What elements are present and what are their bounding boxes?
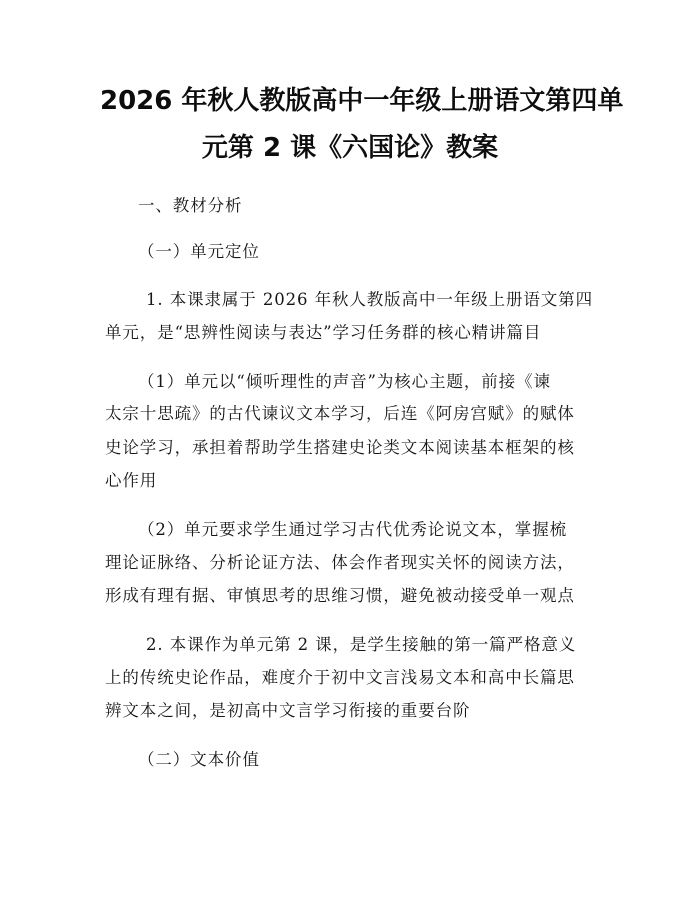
- paragraph-item1-1-line-2: 太宗十思疏》的古代谏议文本学习，后连《阿房宫赋》的赋体: [105, 404, 575, 423]
- paragraph-item1-line-1: 1. 本课隶属于 2026 年秋人教版高中一年级上册语文第四: [146, 290, 593, 309]
- paragraph-item2-line-1: 2. 本课作为单元第 2 课，是学生接触的第一篇严格意义: [146, 635, 577, 654]
- subsection-heading-text-value: （二）文本价值: [138, 750, 260, 769]
- document-title-line-2: 元第 2 课《六国论》教案: [201, 133, 499, 163]
- paragraph-item1-2-line-2: 理论证脉络、分析论证方法、体会作者现实关怀的阅读方法，: [105, 553, 575, 572]
- paragraph-item1-1-line-4: 心作用: [105, 471, 158, 490]
- paragraph-item1-line-2: 单元，是“思辨性阅读与表达”学习任务群的核心精讲篇目: [105, 323, 542, 342]
- paragraph-item2-line-2: 上的传统史论作品，难度介于初中文言浅易文本和高中长篇思: [105, 668, 575, 687]
- subsection-heading-unit-position: （一）单元定位: [138, 242, 260, 261]
- paragraph-item2-line-3: 辨文本之间，是初高中文言学习衔接的重要台阶: [105, 701, 471, 720]
- section-heading-textbook-analysis: 一、教材分析: [138, 196, 243, 215]
- document-title-line-1: 2026 年秋人教版高中一年级上册语文第四单: [100, 86, 624, 116]
- paragraph-item1-1-line-1: （1）单元以“倾听理性的声音”为核心主题，前接《谏: [138, 372, 551, 391]
- paragraph-item1-1-line-3: 史论学习，承担着帮助学生搭建史论类文本阅读基本框架的核: [105, 438, 575, 457]
- paragraph-item1-2-line-3: 形成有理有据、审慎思考的思维习惯，避免被动接受单一观点: [105, 586, 575, 605]
- paragraph-item1-2-line-1: （2）单元要求学生通过学习古代优秀论说文本，掌握梳: [138, 520, 567, 539]
